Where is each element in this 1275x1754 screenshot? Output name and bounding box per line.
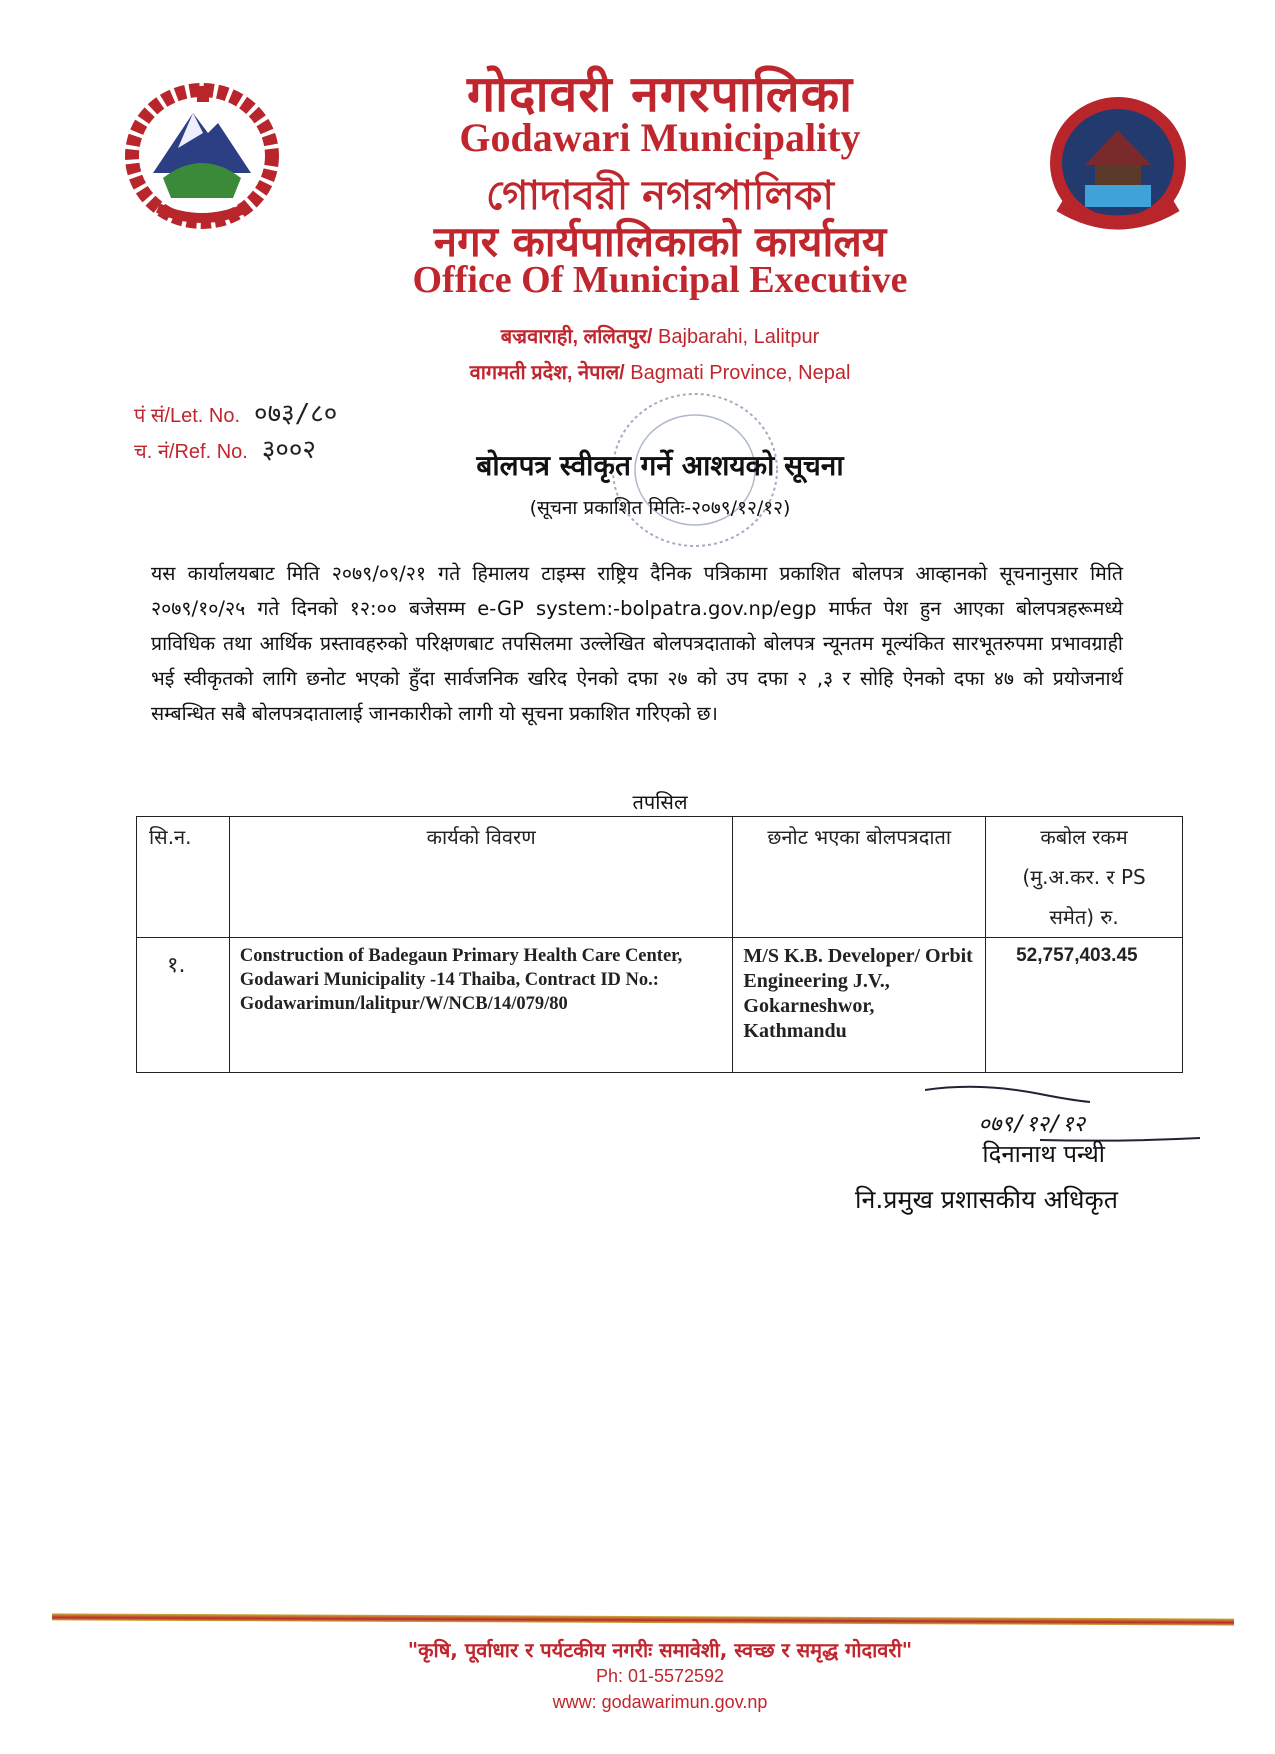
cell-sn: १. [137, 938, 230, 1073]
header-amount: कबोल रकम (मु.अ.कर. र PS समेत) रु. [986, 817, 1183, 938]
header-description: कार्यको विवरण [229, 817, 733, 938]
address-1-english: Bajbarahi, Lalitpur [658, 326, 820, 348]
signatory-name: दिनानाथ पन्थी [982, 1140, 1105, 1168]
footer-slogan: "कृषि, पूर्वाधार र पर्यटकीय नगरीः समावेशी, स्वच्छ र समृद्ध गोदावरी" [407, 1638, 913, 1662]
office-title-nepali: नगर कार्यपालिकाको कार्यालय [433, 217, 887, 266]
table-row [137, 938, 1183, 1073]
footer-website: www: godawarimun.gov.np [552, 1692, 768, 1712]
letter-number-label: पं सं/Let. No. [134, 405, 241, 427]
header-sn: सि.न. [137, 817, 230, 938]
footer-phone: Ph: 01-5572592 [595, 1666, 725, 1686]
address-line-1 [0, 322, 1275, 349]
notice-published-date: (सूचना प्रकाशित मितिः-२०७९/१२/१२) [529, 497, 791, 519]
table-header-row [137, 817, 1183, 938]
address-2-nepali: वागमती प्रदेश, नेपाल/ [469, 362, 625, 384]
header-bidder: छनोट भएका बोलपत्रदाता [733, 817, 986, 938]
cell-description: Construction of Badegaun Primary Health Care Center, Godawari Municipality -14 Thaiba, Contract ID No.: Godawarimun/lalitpur/W/NCB/14/079/80 [229, 938, 733, 1073]
municipality-title-nepali: गोदावरी नगरपालिका [466, 65, 854, 123]
address-1-nepali: बज्रवाराही, ललितपुर/ [500, 326, 653, 348]
cell-amount: 52,757,403.45 [986, 938, 1183, 1073]
cell-bidder: M/S K.B. Developer/ Orbit Engineering J.V., Gokarneshwor, Kathmandu [733, 938, 986, 1073]
footer-divider [52, 1613, 1234, 1625]
reference-number-value: ३००२ [261, 435, 316, 465]
notice-body: यस कार्यालयबाट मिति २०७९/०९/२१ गते हिमालय टाइम्स राष्ट्रिय दैनिक पत्रिकामा प्रकाशित बोलपत्र आव्हानको सूचनानुसार मिति २०७९/१०/२५ गते दिनको १२:०० बजेसम्म e-GP system:-bolpatra.gov.np/egp मार्फत पेश हुन आएका बोलपत्रहरूमध्ये प्राविधिक तथा आर्थिक प्रस्तावहरुको परिक्षणबाट तपसिलमा उल्लेखित बोलपत्रदाताको बोलपत्र न्यूनतम मूल्यंकित सारभूतरुपमा प्रभावग्राही भई स्वीकृतको लागि छनोट भएको हुँदा सार्वजनिक खरिद ऐनको दफा २७ को उप दफा २ ,३ र सोहि ऐनको दफा ४७ को प्रयोजनार्थ सम्बन्धित सबै बोलपत्रदातालाई जानकारीको लागी यो सूचना प्रकाशित गरिएको छ। [151, 562, 1123, 725]
signature-date: ०७९/१२/१२ [978, 1112, 1085, 1137]
municipality-title-script: গোদাবরী নগরপালিকা [486, 173, 834, 219]
reference-number-label: च. नं/Ref. No. [134, 441, 248, 463]
letter-number-value: ०७३/८० [254, 399, 338, 429]
municipality-title-english: Godawari Municipality [459, 115, 861, 160]
office-title-english: Office Of Municipal Executive [412, 259, 908, 301]
selected-bidder-table [136, 816, 1183, 1073]
schedule-label: तपसिल [632, 790, 688, 814]
address-2-english: Bagmati Province, Nepal [630, 362, 851, 384]
letter-number [134, 394, 337, 430]
notice-title: बोलपत्र स्वीकृत गर्ने आशयको सूचना [476, 449, 844, 482]
signatory-designation: नि.प्रमुख प्रशासकीय अधिकृत [855, 1185, 1118, 1214]
address-line-2 [0, 358, 1275, 385]
